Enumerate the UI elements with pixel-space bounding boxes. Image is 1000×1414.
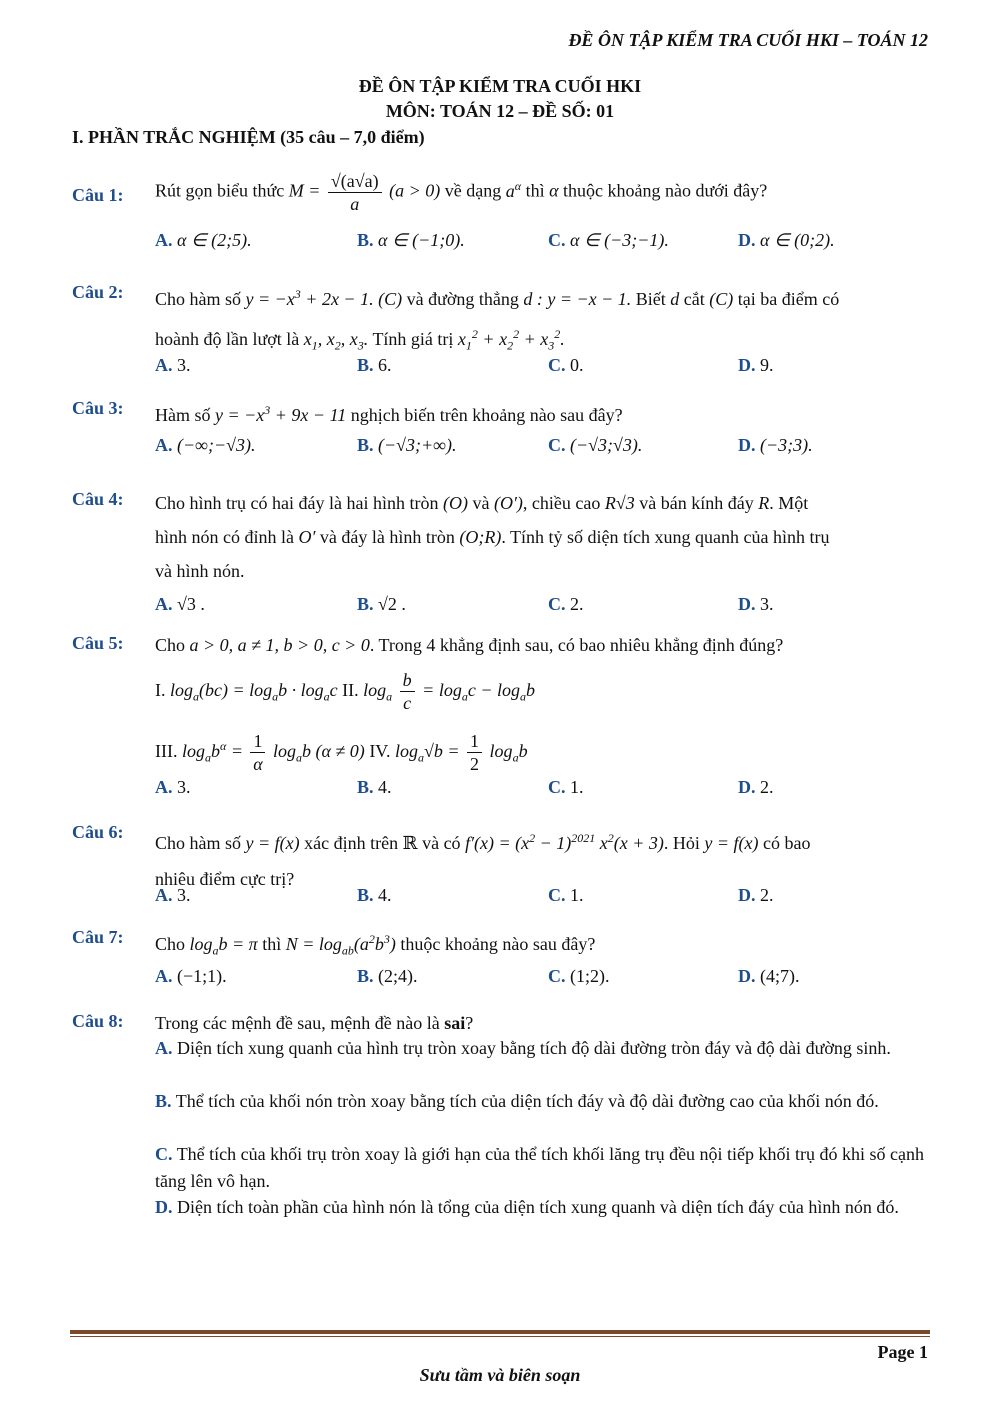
option-d[interactable]: D. (−3;3). xyxy=(738,435,813,455)
q5-options xyxy=(0,777,1000,805)
option-c[interactable]: C. 1. xyxy=(548,777,584,797)
question-6-stem: Cho hàm số y = f(x) xác định trên ℝ và có $f'(x) = (x^2 - 1)^{2021}$ $x^2(x + 3)$. Hỏi y = f(x) có bao nhiêu điểm cực trị? xyxy=(155,831,811,889)
question-label: Câu 4: xyxy=(72,489,124,509)
option-d[interactable]: D. (4;7). xyxy=(738,966,800,986)
option-a[interactable]: A. 3. xyxy=(155,885,191,905)
exam-title: ĐỀ ÔN TẬP KIỂM TRA CUỐI HKI xyxy=(358,76,642,96)
q2-options xyxy=(0,355,1000,383)
option-c[interactable]: C. 1. xyxy=(548,885,584,905)
option-d[interactable]: D. 3. xyxy=(738,594,774,614)
option-c[interactable]: C. (1;2). xyxy=(548,966,610,986)
option-b[interactable]: B. √2 . xyxy=(357,594,406,614)
option-d[interactable]: D. 2. xyxy=(738,885,774,905)
q8-option-c[interactable]: C. Thể tích của khối trụ tròn xoay là giới hạn của thể tích khối lăng trụ đều nội tiếp khối trụ đó khi số cạnh tăng lên vô hạn. xyxy=(155,1144,925,1191)
option-b[interactable]: B. 4. xyxy=(357,885,392,905)
q8-option-b[interactable]: B. Thể tích của khối nón tròn xoay bằng tích của diện tích đáy và độ dài đường cao của khối nón đó. xyxy=(155,1091,879,1111)
question-label: Câu 1: xyxy=(72,185,124,205)
question-4-stem: Cho hình trụ có hai đáy là hai hình tròn (O) và (O′), chiều cao R√3 và bán kính đáy R. Một hình nón có đỉnh là O′ và đáy là hình tròn (O;R). Tính tỷ số diện tích xung quanh của hình trụ và hình nón. xyxy=(155,493,830,581)
running-header: ĐỀ ÔN TẬP KIỂM TRA CUỐI HKI – TOÁN 12 xyxy=(568,30,928,50)
option-d[interactable]: D. 9. xyxy=(738,355,774,375)
section-heading: I. PHẦN TRẮC NGHIỆM (35 câu – 7,0 điểm) xyxy=(72,127,425,147)
question-label: Câu 5: xyxy=(72,633,124,653)
q7-options xyxy=(0,966,1000,994)
question-5-stem: Cho a > 0, a ≠ 1, b > 0, c > 0. Trong 4 khẳng định sau, có bao nhiêu khẳng định đúng? xyxy=(155,635,784,655)
question-7-stem: Cho $\log_ab = \pi$ thì $N = \log_{ab}(a^2b^3)$ thuộc khoảng nào sau đây? xyxy=(155,932,596,958)
question-label: Câu 2: xyxy=(72,282,124,302)
q1-post3: thuộc khoảng nào dưới đây? xyxy=(563,180,768,201)
footer-credit: Sưu tầm và biên soạn xyxy=(419,1365,581,1385)
page-number: Page 1 xyxy=(877,1342,928,1362)
option-c[interactable]: C. 0. xyxy=(548,355,584,375)
option-b[interactable]: B. (−√3;+∞). xyxy=(357,435,457,455)
q8-option-d[interactable]: D. Diện tích toàn phần của hình nón là tổng của diện tích xung quanh và diện tích đáy của hình nón đó. xyxy=(155,1197,899,1217)
option-a[interactable]: A. √3 . xyxy=(155,594,205,614)
q1-pre: Rút gọn biểu thức xyxy=(155,180,285,201)
option-a[interactable]: A. (−1;1). xyxy=(155,966,227,986)
question-8-stem: Trong các mệnh đề sau, mệnh đề nào là sai? xyxy=(155,1013,474,1033)
option-c[interactable]: C. α ∈ (−3;−1). xyxy=(548,230,669,250)
option-c[interactable]: C. 2. xyxy=(548,594,584,614)
option-b[interactable]: B. 6. xyxy=(357,355,392,375)
footer-rule-thin xyxy=(70,1336,930,1337)
footer-rule xyxy=(70,1330,930,1334)
question-label: Câu 6: xyxy=(72,822,124,842)
q1-post2: thì xyxy=(525,180,545,201)
q1-fraction: $\frac{√(a√a)}{a}$ xyxy=(328,170,382,215)
option-a[interactable]: A. 3. xyxy=(155,355,191,375)
question-label: Câu 3: xyxy=(72,398,124,418)
q6-options xyxy=(0,885,1000,913)
question-label: Câu 8: xyxy=(72,1011,124,1031)
option-a[interactable]: A. (−∞;−√3). xyxy=(155,435,256,455)
option-b[interactable]: B. (2;4). xyxy=(357,966,418,986)
q5-statements: I. $\log_a(bc) = \log_ab \cdot \log_ac$ II. $\log_a$ $\frac{b}{c}$ = $\log_ac - \log_ab$ III. $\log_ab^\alpha$ = $\frac{1}{\alpha}$ $\log_ab$ (α ≠ 0) IV. $\log_a√b$ = $\frac{1}{2}$ $\log_ab$ xyxy=(155,670,535,775)
q8-option-a[interactable]: A. Diện tích xung quanh của hình trụ tròn xoay bằng tích độ dài đường tròn đáy và độ dài đường sinh. xyxy=(155,1038,891,1058)
q3-options xyxy=(0,435,1000,463)
option-d[interactable]: D. 2. xyxy=(738,777,774,797)
option-b[interactable]: B. 4. xyxy=(357,777,392,797)
question-1-stem: Rút gọn biểu thức M = $\frac{√(a√a)}{a}$ (a > 0) về dạng $a^\alpha$ thì α thuộc khoảng nào dưới đây? xyxy=(155,171,768,214)
option-d[interactable]: D. α ∈ (0;2). xyxy=(738,230,835,250)
question-label: Câu 7: xyxy=(72,927,124,947)
exam-subtitle: MÔN: TOÁN 12 – ĐỀ SỐ: 01 xyxy=(385,101,615,121)
option-b[interactable]: B. α ∈ (−1;0). xyxy=(357,230,465,250)
question-3-stem: Hàm số $y = -x^3 + 9x - 11$ nghịch biến trên khoảng nào sau đây? xyxy=(155,403,623,425)
q1-post: về dạng xyxy=(444,180,502,201)
option-a[interactable]: A. α ∈ (2;5). xyxy=(155,230,252,250)
q1-options xyxy=(0,230,1000,258)
option-c[interactable]: C. (−√3;√3). xyxy=(548,435,643,455)
option-a[interactable]: A. 3. xyxy=(155,777,191,797)
q4-options xyxy=(0,594,1000,622)
question-2-stem: Cho hàm số $y = -x^3 + 2x - 1$. (C) và đường thẳng d : y = −x − 1. Biết d cắt (C) tại ba điểm có hoành độ lần lượt là $x_1$, $x_2$, $x_3$. Tính giá trị $x_1^2 + x_2^2 + x_3^2$. xyxy=(155,287,840,353)
